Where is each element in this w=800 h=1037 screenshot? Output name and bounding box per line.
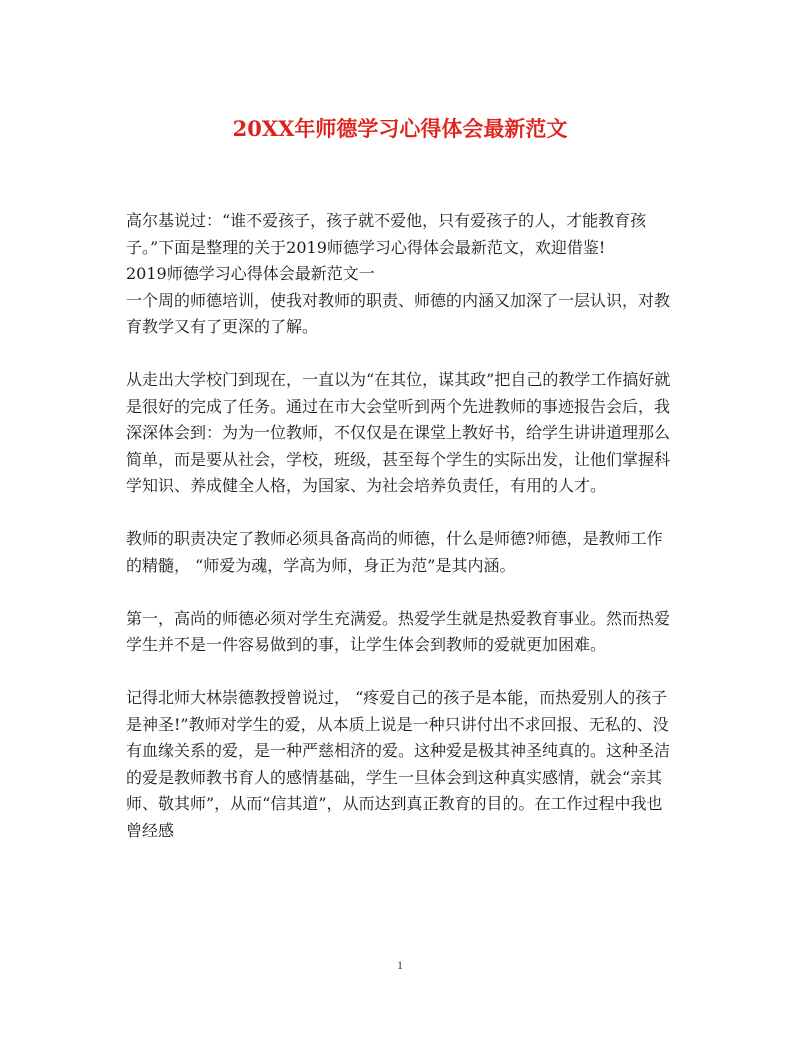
page-number: 1 <box>397 958 403 972</box>
document-title: 20XX年师德学习心得体会最新范文 <box>232 116 568 141</box>
document-body <box>126 208 678 844</box>
section-heading: 2019师德学习心得体会最新范文一 <box>126 264 375 283</box>
paragraph-intro: 高尔基说过：“谁不爱孩子，孩子就不爱他，只有爱孩子的人，才能教育孩子。”下面是整理的关于2019师德学习心得体会最新范文，欢迎借鉴! <box>126 211 647 257</box>
paragraph-training: 一个周的师德培训，使我对教师的职责、师德的内涵又加深了一层认识，对教育教学又有了更深的了解。 <box>126 290 671 336</box>
paragraph-career: 从走出大学校门到现在，一直以为“在其位，谋其政”把自己的教学工作搞好就是很好的完成了任务。通过在市大会堂听到两个先进教师的事迹报告会后，我深深体会到：为为一位教师，不仅仅是在课堂上教好书，给学生讲讲道理那么简单，而是要从社会，学校，班级，甚至每个学生的实际出发，让他们掌握科学知识、养成健全人格，为国家、为社会培养负责任，有用的人才。 <box>126 370 671 495</box>
paragraph-quote: 记得北师大林崇德教授曾说过， “疼爱自己的孩子是本能，而热爱别人的孩子是神圣!”教师对学生的爱，从本质上说是一种只讲付出不求回报、无私的、没有血缘关系的爱，是一种严慈相济的爱。这种爱是极其神圣纯真的。这种圣洁的爱是教师教书育人的感情基础，学生一旦体会到这种真实感情，就会“亲其师、敬其师”，从而“信其道”，从而达到真正教育的目的。在工作过程中我也曾经感 <box>126 688 671 840</box>
paragraph-first-point: 第一，高尚的师德必须对学生充满爱。热爱学生就是热爱教育事业。然而热爱学生并不是一件容易做到的事，让学生体会到教师的爱就更加困难。 <box>126 608 671 654</box>
paragraph-duty: 教师的职责决定了教师必须具备高尚的师德，什么是师德?师德，是教师工作的精髓， “师爱为魂，学高为师，身正为范”是其内涵。 <box>126 529 663 575</box>
